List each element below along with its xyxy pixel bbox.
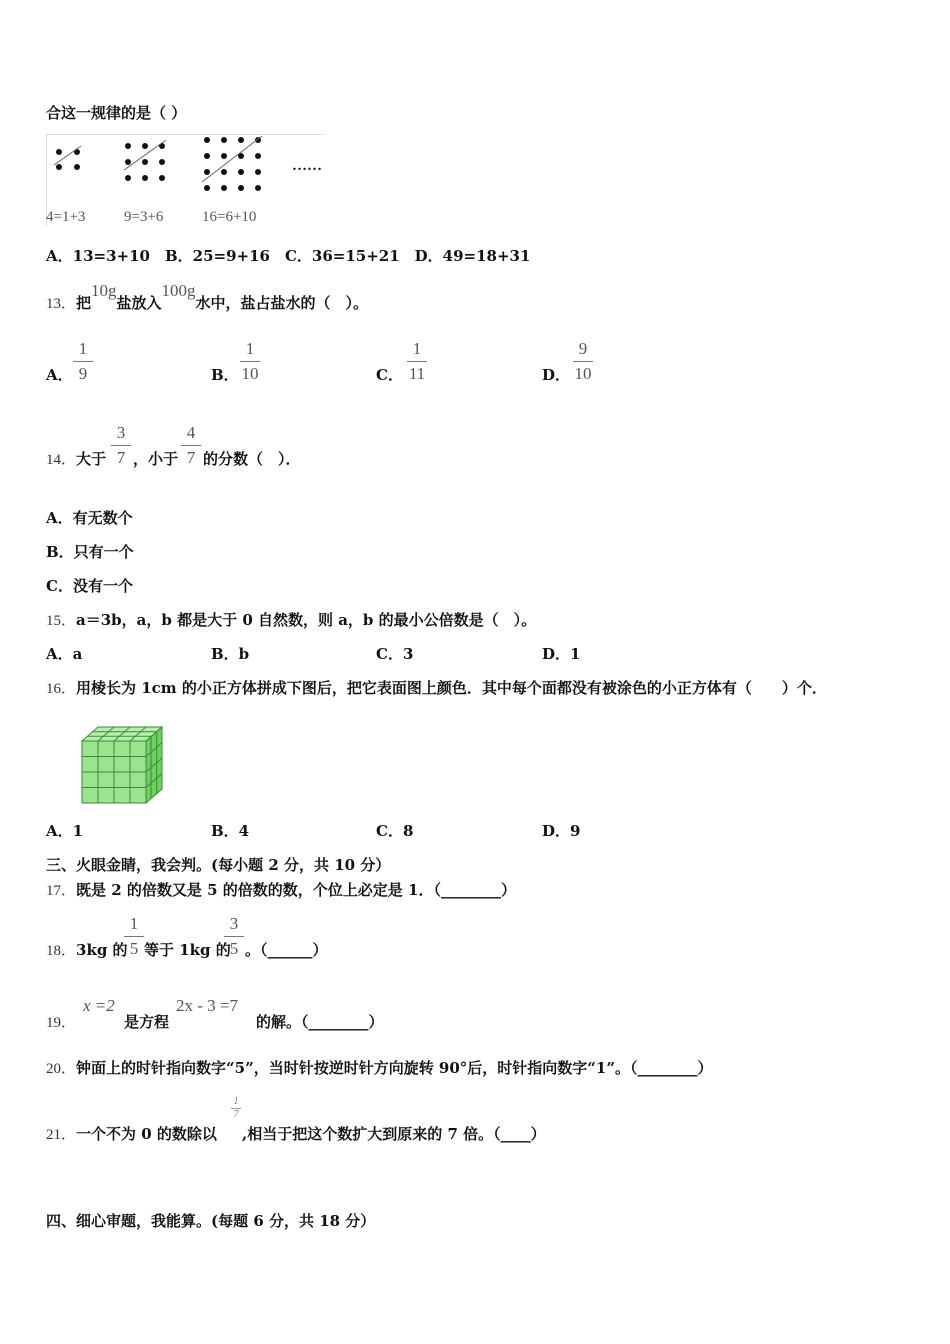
q14-number: 14． bbox=[46, 452, 77, 468]
q13-option-d-fraction: 9 10 bbox=[574, 339, 592, 383]
q15-number: 15． bbox=[46, 613, 77, 629]
q13-option-c-label: C． bbox=[376, 366, 403, 384]
q21-text-1: 一个不为 0 的数除以 bbox=[76, 1125, 217, 1143]
q18-number-and-text bbox=[46, 939, 128, 960]
figure-label-1: 4=1+3 bbox=[46, 209, 86, 225]
q14-number-and-text bbox=[46, 448, 106, 469]
q19-text-2: 的解。（________） bbox=[256, 1013, 384, 1031]
q20-number: 20． bbox=[46, 1061, 77, 1077]
q13-text-1: 把 bbox=[76, 294, 92, 312]
q13-value-salt: 10g bbox=[91, 281, 117, 300]
cube-illustration bbox=[80, 725, 166, 805]
q17-text: 既是 2 的倍数又是 5 的倍数的数，个位上必定是 1．（________） bbox=[76, 881, 516, 899]
q13-option-a-fraction: 1 9 bbox=[71, 339, 95, 384]
figure-ellipsis: …… bbox=[292, 158, 322, 174]
q16-text: 用棱长为 1cm 的小正方体拼成下图后，把它表面图上颜色．其中每个面都没有被涂色的小正方体有（ ）个． bbox=[76, 679, 827, 697]
q19-number: 19． bbox=[46, 1015, 77, 1031]
q18-fraction-1: 1 5 bbox=[122, 914, 146, 959]
q17-number: 17． bbox=[46, 883, 77, 899]
q19-equation-x: x =2 bbox=[83, 996, 115, 1015]
dot-pattern-figure bbox=[46, 134, 324, 226]
section-4-title: 四、细心审题，我能算。(每题 6 分，共 18 分） bbox=[46, 1212, 376, 1230]
q20-text: 钟面上的时针指向数字“5”，当时针按逆时针方向旋转 90°后，时针指向数字“1”。（________） bbox=[76, 1059, 713, 1077]
figure-label-3: 16=6+10 bbox=[202, 209, 257, 225]
q13-number: 13． bbox=[46, 296, 77, 312]
q14-option-c: C．没有一个 bbox=[46, 577, 133, 595]
q16-option-c: C．8 bbox=[376, 822, 414, 840]
q18-text-3: 。（______） bbox=[245, 941, 328, 959]
q16-option-b: B．4 bbox=[211, 822, 250, 840]
q15-option-c: C．3 bbox=[376, 645, 414, 663]
q16-number: 16． bbox=[46, 681, 77, 697]
q21-number-and-text bbox=[46, 1123, 217, 1144]
q14-text-3: 的分数（ ）． bbox=[203, 450, 301, 468]
q19-equation: 2x - 3 =7 bbox=[176, 996, 238, 1015]
q16-stem bbox=[46, 677, 827, 698]
q21-fraction: 1 7 bbox=[229, 1097, 243, 1120]
q13-value-water: 100g bbox=[161, 281, 196, 300]
q14-text-2: ，小于 bbox=[133, 450, 179, 468]
q18-fraction-2: 3 5 bbox=[222, 914, 246, 959]
q16-cube-figure bbox=[80, 725, 166, 805]
q18-number: 18． bbox=[46, 943, 77, 959]
figure-label-2: 9=3+6 bbox=[124, 209, 164, 225]
q15-text: a＝3b，a，b 都是大于 0 自然数，则 a，b 的最小公倍数是（ ）。 bbox=[76, 611, 537, 629]
q13-option-c-fraction: 1 11 bbox=[408, 339, 426, 383]
q12-dot-figure bbox=[46, 134, 324, 226]
q19-text-1: 是方程 bbox=[124, 1013, 170, 1031]
q17-stem bbox=[46, 879, 516, 900]
section-3-title: 三、火眼金睛，我会判。(每小题 2 分，共 10 分） bbox=[46, 856, 391, 874]
q20-stem bbox=[46, 1057, 713, 1078]
q13-option-d-label: D． bbox=[542, 366, 571, 384]
q13-option-b-label: B． bbox=[211, 366, 239, 384]
q16-option-a: A．1 bbox=[46, 822, 84, 840]
q18-text-2: 等于 1kg 的 bbox=[144, 941, 231, 959]
q13-text-3: 水中，盐占盐水的（ ）。 bbox=[195, 294, 369, 312]
q14-fraction-2: 4 7 bbox=[179, 423, 203, 468]
q13-text-2: 盐放入 bbox=[116, 294, 162, 312]
q15-option-a: A．a bbox=[46, 645, 83, 663]
q13-stem bbox=[46, 281, 369, 313]
q12-options: A．13=3+10 B．25=9+16 C．36=15+21 D．49=18+31 bbox=[46, 247, 531, 265]
q15-option-b: B．b bbox=[211, 645, 250, 663]
q14-fraction-1: 3 7 bbox=[109, 423, 133, 468]
q13-option-a-label: A． bbox=[46, 366, 73, 384]
q15-stem bbox=[46, 609, 536, 630]
q21-text-2: ,相当于把这个数扩大到原来的 7 倍。（____） bbox=[242, 1125, 546, 1143]
q14-option-a: A．有无数个 bbox=[46, 509, 133, 527]
q12-stem-tail: 合这一规律的是（ ） bbox=[46, 104, 187, 122]
q16-option-d: D．9 bbox=[542, 822, 581, 840]
q13-option-b-fraction: 1 10 bbox=[241, 339, 259, 383]
q18-text-1: 3kg 的 bbox=[76, 941, 128, 959]
q14-option-b: B．只有一个 bbox=[46, 543, 134, 561]
q15-option-d: D．1 bbox=[542, 645, 581, 663]
q14-text-1: 大于 bbox=[76, 450, 107, 468]
q21-number: 21． bbox=[46, 1127, 77, 1143]
